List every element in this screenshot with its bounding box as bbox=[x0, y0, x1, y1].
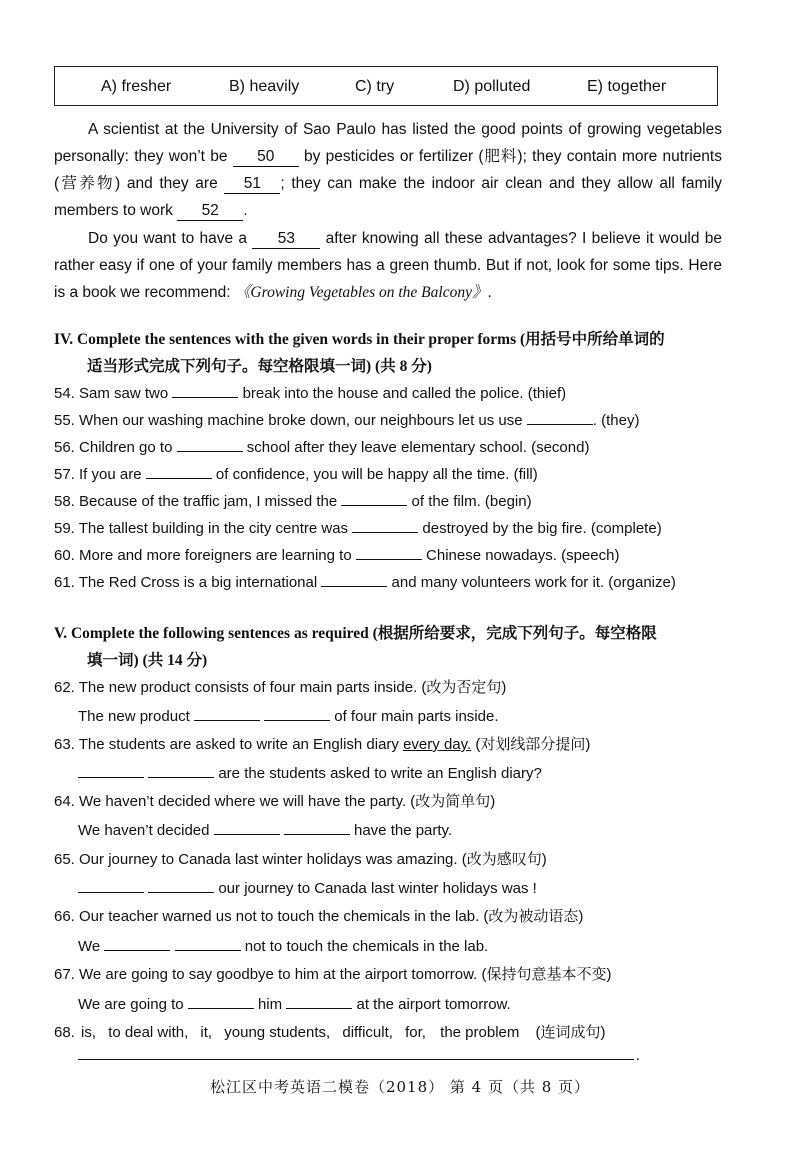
question-text: 54. Sam saw two bbox=[54, 385, 169, 402]
question-text: school after they leave elementary school. (second) bbox=[246, 439, 590, 456]
question-68 bbox=[54, 1023, 606, 1043]
question-text: 63. The students are asked to write an English diary bbox=[54, 736, 399, 753]
scrambled-word: the problem bbox=[440, 1024, 520, 1041]
passage-paragraph-1 bbox=[54, 116, 722, 224]
answer-blank[interactable] bbox=[148, 878, 214, 893]
answer-suffix: not to touch the chemicals in the lab. bbox=[244, 938, 489, 955]
question-text: 61. The Red Cross is a big international bbox=[54, 574, 318, 591]
answer-blank[interactable] bbox=[194, 706, 260, 721]
answer-prefix: We are going to bbox=[78, 996, 184, 1013]
question-text: 55. When our washing machine broke down, our neighbours let us use bbox=[54, 412, 523, 429]
blank-52: 52 bbox=[177, 202, 243, 221]
section-5-title-cont: 填一词) (共 14 分) bbox=[87, 652, 208, 669]
question-55 bbox=[54, 410, 639, 431]
question-text: 59. The tallest building in the city centre was bbox=[54, 520, 349, 537]
word-option-c: C) try bbox=[355, 78, 395, 95]
page-footer: 松江区中考英语二模卷（2018） 第 4 页（共 8 页） bbox=[209, 1078, 591, 1096]
answer-blank[interactable] bbox=[341, 491, 407, 506]
passage-text: by pesticides or fertilizer (肥料); they contain more nutrients (营养物) and they are bbox=[54, 148, 722, 192]
word-option-d: D) polluted bbox=[453, 78, 531, 95]
answer-blank[interactable] bbox=[214, 820, 280, 835]
question-62: 62. The new product consists of four main parts inside. (改为否定句) bbox=[54, 679, 507, 696]
answer-middle: him bbox=[257, 996, 283, 1013]
question-number: 68. bbox=[54, 1024, 75, 1041]
question-text: 58. Because of the traffic jam, I missed the bbox=[54, 493, 338, 510]
answer-suffix: at the airport tomorrow. bbox=[356, 996, 511, 1013]
answer-blank[interactable] bbox=[284, 820, 350, 835]
section-5-heading bbox=[54, 620, 730, 674]
question-61 bbox=[54, 572, 676, 593]
question-59 bbox=[54, 518, 662, 539]
scrambled-word: for, bbox=[405, 1024, 426, 1041]
section-4-title-cont: 适当形式完成下列句子。每空格限填一词) (共 8 分) bbox=[87, 358, 432, 375]
question-57 bbox=[54, 464, 538, 485]
answer-68-line[interactable] bbox=[78, 1059, 634, 1060]
question-60 bbox=[54, 545, 619, 566]
answer-blank[interactable] bbox=[264, 706, 330, 721]
section-5-title: V. Complete the following sentences as required (根据所给要求，完成下列句子。每空格限 bbox=[54, 625, 657, 642]
blank-50: 50 bbox=[233, 148, 299, 167]
answer-prefix: We haven’t decided bbox=[78, 822, 210, 839]
question-65: 65. Our journey to Canada last winter holidays was amazing. (改为感叹句) bbox=[54, 851, 547, 868]
question-text: Chinese nowadays. (speech) bbox=[426, 547, 620, 564]
passage-text: ; they can make the indoor air clean and they allow all family members to work bbox=[54, 175, 722, 219]
answer-suffix: are the students asked to write an English diary? bbox=[218, 765, 542, 782]
question-66: 66. Our teacher warned us not to touch the chemicals in the lab. (改为被动语态) bbox=[54, 908, 584, 925]
blank-53: 53 bbox=[252, 230, 320, 249]
answer-blank[interactable] bbox=[104, 936, 170, 951]
answer-blank[interactable] bbox=[146, 464, 212, 479]
answer-63 bbox=[78, 763, 542, 784]
answer-prefix: The new product bbox=[78, 708, 190, 725]
blank-51: 51 bbox=[224, 175, 280, 194]
answer-blank[interactable] bbox=[321, 572, 387, 587]
answer-prefix: We bbox=[78, 938, 101, 955]
question-text: break into the house and called the police. (thief) bbox=[242, 385, 567, 402]
question-63 bbox=[54, 735, 590, 755]
answer-64 bbox=[78, 820, 452, 841]
passage-text: Do you want to have a bbox=[88, 230, 248, 247]
scrambled-word: is, bbox=[81, 1024, 97, 1041]
question-note: (对划线部分提问) bbox=[475, 736, 591, 753]
question-text: 60. More and more foreigners are learning to bbox=[54, 547, 352, 564]
answer-blank[interactable] bbox=[172, 383, 238, 398]
scrambled-word: young students, bbox=[224, 1024, 331, 1041]
question-text: and many volunteers work for it. (organize) bbox=[391, 574, 676, 591]
section-4-title: IV. Complete the sentences with the given words in their proper forms (用括号中所给单词的 bbox=[54, 331, 665, 348]
answer-blank[interactable] bbox=[352, 518, 418, 533]
passage-paragraph-2 bbox=[54, 225, 722, 306]
passage-text: after knowing all these advantages? I believe it would be rather easy if one of your family members has a green thumb. But if not, look for some tips. Here is a book we recommend: bbox=[54, 230, 723, 301]
question-text: . (they) bbox=[592, 412, 640, 429]
answer-blank[interactable] bbox=[527, 410, 593, 425]
answer-62 bbox=[78, 706, 499, 727]
passage-text: . bbox=[243, 202, 248, 219]
question-64: 64. We haven’t decided where we will have the party. (改为简单句) bbox=[54, 793, 496, 810]
answer-blank[interactable] bbox=[148, 763, 214, 778]
word-option-a: A) fresher bbox=[101, 78, 172, 95]
word-option-b: B) heavily bbox=[229, 78, 300, 95]
answer-blank[interactable] bbox=[78, 878, 144, 893]
answer-blank[interactable] bbox=[188, 994, 254, 1009]
answer-68-period: . bbox=[636, 1048, 640, 1064]
answer-blank[interactable] bbox=[175, 936, 241, 951]
scrambled-word: to deal with, bbox=[108, 1024, 189, 1041]
answer-66 bbox=[78, 936, 488, 957]
question-67: 67. We are going to say goodbye to him at the airport tomorrow. (保持句意基本不变) bbox=[54, 966, 612, 983]
question-58 bbox=[54, 491, 532, 512]
answer-67 bbox=[78, 994, 511, 1015]
question-text: of confidence, you will be happy all the time. (fill) bbox=[215, 466, 538, 483]
answer-blank[interactable] bbox=[177, 437, 243, 452]
question-54 bbox=[54, 383, 566, 404]
answer-blank[interactable] bbox=[286, 994, 352, 1009]
question-text: 57. If you are bbox=[54, 466, 142, 483]
section-4-heading bbox=[54, 326, 730, 380]
scrambled-word: difficult, bbox=[342, 1024, 393, 1041]
word-bank-box bbox=[54, 66, 718, 106]
answer-suffix: of four main parts inside. bbox=[334, 708, 499, 725]
question-text: destroyed by the big fire. (complete) bbox=[422, 520, 662, 537]
word-option-e: E) together bbox=[587, 78, 667, 95]
book-title: 《Growing Vegetables on the Balcony》 bbox=[234, 284, 488, 301]
answer-suffix: have the party. bbox=[354, 822, 453, 839]
question-text: of the film. (begin) bbox=[411, 493, 532, 510]
scrambled-word: it, bbox=[200, 1024, 213, 1041]
passage-text: A scientist at the University of Sao Paulo has listed the good points of growing vegetables personally: they won’t be bbox=[54, 121, 722, 165]
answer-suffix: our journey to Canada last winter holidays was ! bbox=[218, 880, 537, 897]
answer-blank[interactable] bbox=[356, 545, 422, 560]
underlined-phrase: every day. bbox=[403, 736, 472, 753]
question-text: 56. Children go to bbox=[54, 439, 173, 456]
question-56 bbox=[54, 437, 589, 458]
question-note: (连词成句) bbox=[535, 1024, 606, 1041]
passage-text: . bbox=[487, 284, 492, 301]
answer-blank[interactable] bbox=[78, 763, 144, 778]
answer-65 bbox=[78, 878, 537, 899]
